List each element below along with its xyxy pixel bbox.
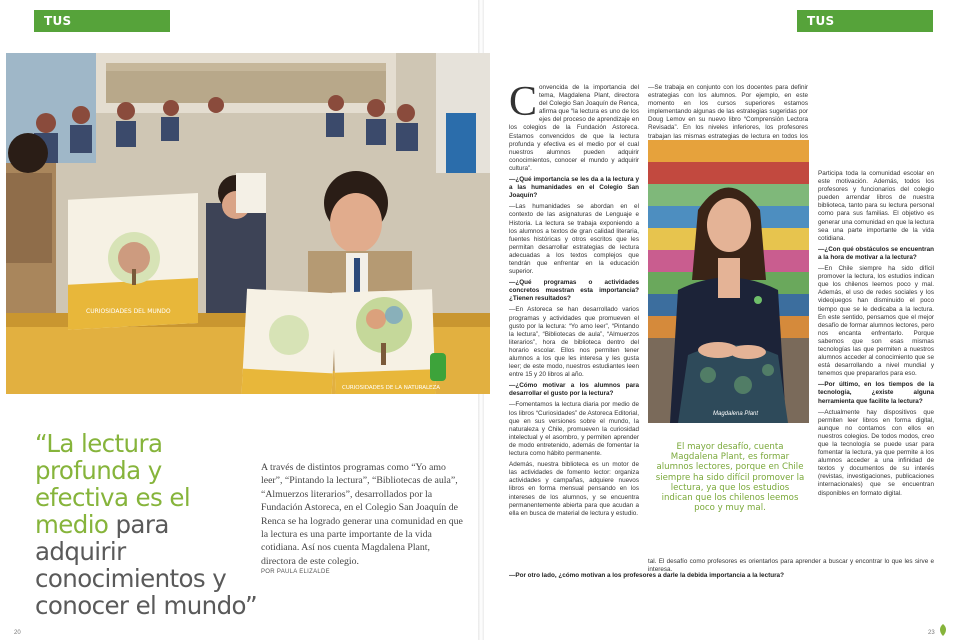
lead-paragraph: A través de distintos programas como “Yo amo leer”, “Pintando la lectura”, “Bibliotecas de aula”, “Almuerzos literarios”, desarrollados por la Fundación Astoreca, en el Colegio San Joaquín de Renca se ha logrado generar una comunidad en que la lectura es una parte importante de la vida cotidiana. Así nos cuenta Magdalena Plant, directora de este colegio. xyxy=(261,462,463,567)
teachers-answer: —Se trabaja en conjunto con los docentes para definir estrategias con los alumnos. Por ejemplo, en este momento en los cursos superiores estamos implementando algunas de las estrategias sugeridas por Doug Lemov en su nuevo libro “Comprensión Lectora Revisada”. En los niveles inferiores, los profesores trabajan las mismas estrategias de lectura en todos los xyxy=(648,84,808,140)
question-3: —¿Cómo motivar a los alumnos para desarrollar el gusto por la lectura? xyxy=(509,382,639,398)
question-2: —¿Qué programas o actividades concretos muestran esta importancia? ¿Tienen resultados? xyxy=(509,279,639,303)
classroom-photo xyxy=(6,53,490,394)
question-1: —¿Qué importancia se les da a la lectura y a las humanidades en el Colegio San Joaquín? xyxy=(509,176,639,200)
headline-quote-green: “La lectura profunda y efectiva es el medio xyxy=(35,429,191,539)
section-tag-right: TUS INQUIETUDES xyxy=(797,10,933,32)
article-column-3 xyxy=(818,170,934,501)
page-number-right: 23 xyxy=(928,630,935,636)
pull-quote: El mayor desafío, cuenta Magdalena Plant, es formar alumnos lectores, porque en Chile siempre ha sido difícil promover la lectura, ya que los estudios indican que los chilenos leemos poco y muy mal. xyxy=(655,442,805,514)
section-tag-left: TUS INQUIETUDES xyxy=(34,10,170,32)
svg-text:CURIOSIDADES DEL MUNDO: CURIOSIDADES DEL MUNDO xyxy=(86,308,171,315)
intro-paragraph: Convencida de la importancia del tema, Magdalena Plant, directora del Colegio San Joaquín de Renca, afirma que “la lectura es uno de los ejes del proceso de aprendizaje en los colegios de la Fundación Astoreca. Estamos convencidos de que la lectura profunda y efectiva es el medio por el cual nuestros alumnos pueden adquirir conocimientos, conocer el mundo y adquirir cultura”. xyxy=(509,79,639,172)
portrait-photo xyxy=(648,140,809,423)
leaf-icon xyxy=(938,624,948,636)
drop-cap: C xyxy=(509,79,538,125)
byline: POR PAULA ELIZALDE xyxy=(261,569,330,575)
portrait-caption: Magdalena Plant xyxy=(713,411,759,417)
headline-quote-grey: para adquirir conocimientos y conocer el mundo” xyxy=(35,510,258,620)
headline-quote xyxy=(35,430,260,619)
answer-obstacles: —En Chile siempre ha sido difícil promover la lectura, los estudios indican que los chilenos leemos poco y mal. Además, el uso de redes sociales y los videojuegos han disminuido el poco tiempo que se le dedicaba a la lectura. En este sentido, pensamos que el mejor desafío de formar alumnos lectores, pero nos encanta enfrentarlo. Porque sabemos que son esas mismas tecnologías las que permiten a nuestros alumnos acceder al conocimiento que se está desarrollando a nivel mundial y tenemos que prepararlos para eso. xyxy=(818,265,934,378)
answer-technology: —Actualmente hay dispositivos que permiten leer libros en forma digital, aunque no contamos con ellos en nuestros colegios. De todos modos, creo que la tecnología se puede usar para fomentar la lectura, ya que permite a los alumnos acceder a una infinidad de textos y documentos de su interés (revistas, investigaciones, publicaciones internacionales) que se encuentran disponibles en formato digital. xyxy=(818,408,934,497)
community-paragraph: Participa toda la comunidad escolar en este motivación. Además, todos los profesores y funcionarios del colegio pueden arrendar libros de nuestra biblioteca, tanto para su lectura personal como para sus familias. El objetivo es generar una comunidad en que la lectura sea una parte importante de la vida cotidiana. xyxy=(818,170,934,242)
svg-text:CURIOSIDADES DE LA NATURALEZA: CURIOSIDADES DE LA NATURALEZA xyxy=(342,385,441,391)
question-teachers: —Por otro lado, ¿cómo motivan a los profesores a darle la debida importancia a la lectura? xyxy=(509,572,784,579)
question-technology: —Por último, en los tiempos de la tecnología, ¿existe alguna herramienta que facilite la lectura? xyxy=(818,381,934,405)
answer-3: —Fomentamos la lectura diaria por medio de los libros “Curiosidades” de Astoreca Editorial, que en sus versiones sobre el mundo, la naturaleza y Chile, promueven la curiosidad intelectual y el asombro, y permiten aprender de modo entretenido, además de fomentar la lectura como hábito permanente. xyxy=(509,401,639,458)
article-column-1 xyxy=(509,79,639,521)
library-paragraph: Además, nuestra biblioteca es un motor de las actividades de fomento lector: organiza actividades y campañas, adquiere nuevos libros en forma mensual pensando en los intereses de los alumnos, y se encuentra permanentemente abierta para que acudan a ella en busca de material de lectura y estudio. xyxy=(509,461,639,517)
book-left-icon xyxy=(68,193,198,330)
question-obstacles: —¿Con qué obstáculos se encuentran a la hora de motivar a la lectura? xyxy=(818,245,934,261)
answer-1: —Las humanidades se abordan en el contexto de las asignaturas de Lenguaje e Historia. La lectura se trabaja exponiendo a los alumnos a textos de gran calidad literaria, fuentes históricas y otros escritos que les permitan desarrollar estrategias de lectura adecuadas a los textos complejos que tendrán que enfrentar en la educación superior. xyxy=(509,203,639,276)
book-right-icon xyxy=(241,289,440,394)
page-number-left: 20 xyxy=(14,630,21,636)
answer-2: —En Astoreca se han desarrollado varios programas y actividades que promueven el gusto por la lectura: “Yo amo leer”, “Pintando la lectura”, “Bibliotecas de aula”, “Almuerzos literarios”, hora de biblioteca dentro del horario escolar. Ellos nos permiten tener alumnos a los que les interesa y les gusta leer; de este modo, nuestros estudiantes leen entre 15 y 20 libros al año. xyxy=(509,306,639,379)
article-column-2-bottom: tal. El desafío como profesores es orientarlos para aprender a buscar y encontrar lo que les sirve e interesa. xyxy=(648,558,934,574)
